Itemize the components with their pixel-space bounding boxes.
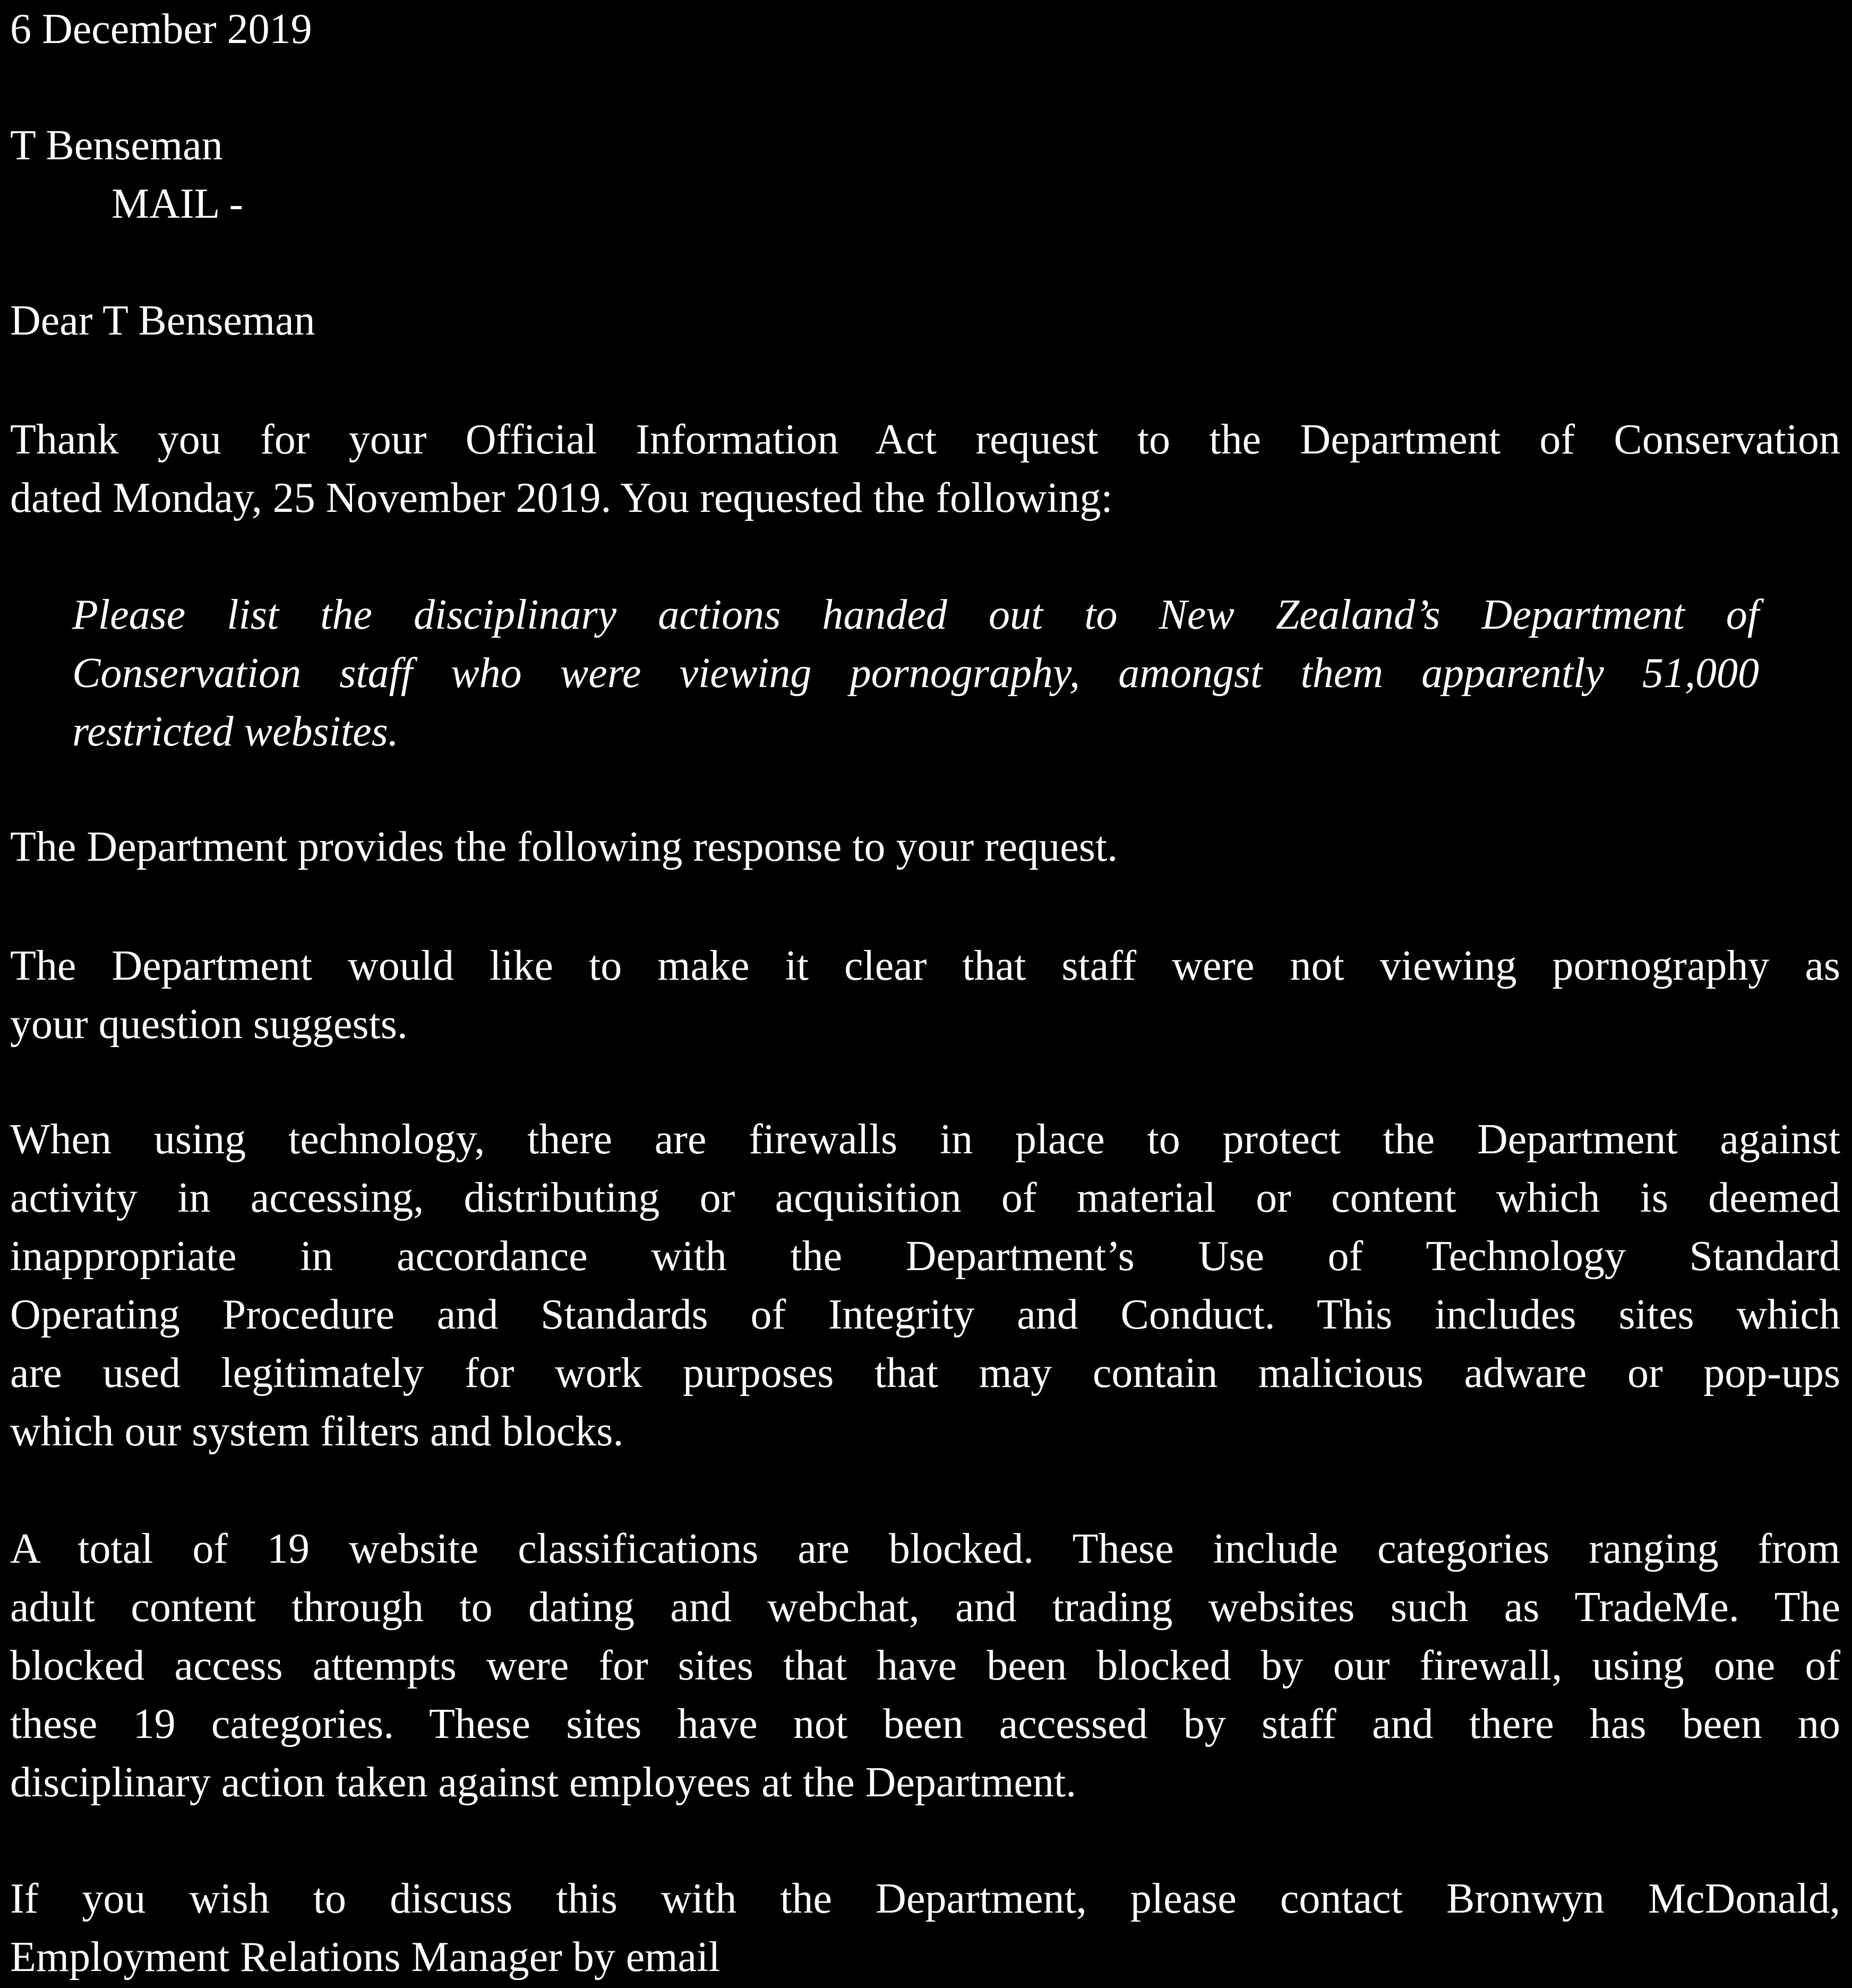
text-line: When using technology, there are firewalls in place to protect the Department against (10, 1116, 1840, 1163)
recipient-address: MAIL - (112, 181, 244, 227)
recipient-name: T Benseman (10, 122, 223, 169)
text-line: A total of 19 website classifications are blocked. These include categories ranging from (10, 1526, 1840, 1572)
text-line: Thank you for your Official Information Act request to the Department of Conservation (10, 416, 1840, 463)
text-line: The Department provides the following response to your request. (10, 824, 1118, 870)
text-line: adult content through to dating and webchat, and trading websites such as TradeMe. The (10, 1584, 1840, 1631)
text-line: Operating Procedure and Standards of Integrity and Conduct. This includes sites which (10, 1291, 1840, 1338)
text-line: these 19 categories. These sites have not been accessed by staff and there has been no (10, 1701, 1840, 1747)
paragraph-blocked (10, 1520, 1840, 1812)
letter-date: 6 December 2019 (10, 6, 312, 53)
text-line: restricted websites. (72, 708, 399, 755)
paragraph-firewalls (10, 1110, 1840, 1461)
paragraph-contact (10, 1870, 1840, 1986)
text-line: blocked access attempts were for sites that have been blocked by our firewall, using one of (10, 1642, 1840, 1689)
text-line: Employment Relations Manager by email (10, 1934, 721, 1981)
text-line: inappropriate in accordance with the Department’s Use of Technology Standard (10, 1233, 1840, 1280)
paragraph-clarify (10, 937, 1840, 1053)
text-line: If you wish to discuss this with the Department, please contact Bronwyn McDonald, (10, 1875, 1840, 1922)
text-line: which our system filters and blocks. (10, 1408, 624, 1455)
text-line: dated Monday, 25 November 2019. You requested the following: (10, 475, 1113, 521)
text-line: your question suggests. (10, 1001, 408, 1048)
text-line: Please list the disciplinary actions handed out to New Zealand’s Department of (72, 592, 1759, 638)
text-line: are used legitimately for work purposes that may contain malicious adware or pop-ups (10, 1350, 1840, 1396)
text-line: disciplinary action taken against employees at the Department. (10, 1759, 1077, 1806)
text-line: activity in accessing, distributing or acquisition of material or content which is deemed (10, 1175, 1840, 1221)
paragraph-intro (10, 410, 1840, 527)
paragraph-response (10, 818, 1840, 876)
salutation: Dear T Benseman (10, 297, 315, 344)
request-quote (72, 586, 1759, 761)
text-line: The Department would like to make it clear that staff were not viewing pornography as (10, 942, 1840, 989)
text-line: Conservation staff who were viewing pornography, amongst them apparently 51,000 (72, 650, 1759, 697)
